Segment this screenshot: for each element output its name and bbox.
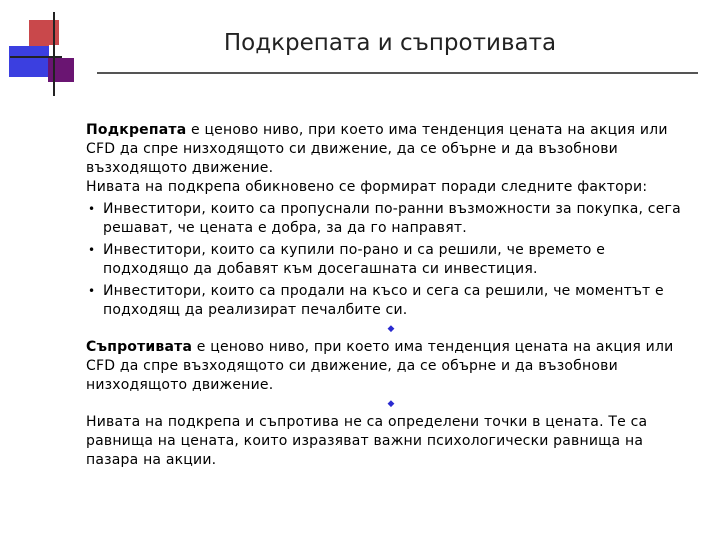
decor-horizontal-line (10, 56, 62, 58)
resistance-definition: е ценово ниво, при което има тенденция цената на акция или CFD да спре възходящото си движение, да се обърне и да възобнови низходящото движение. (86, 339, 674, 393)
title-rule (97, 72, 698, 74)
decor-purple-square (48, 58, 74, 82)
factors-list (86, 200, 686, 320)
decor-blue-square (9, 46, 49, 77)
factor-text: Инвеститори, които са пропуснали по-ранни възможности за покупка, сега решават, че цената е добра, за да го направят. (103, 201, 681, 236)
bullet-icon: • (88, 202, 96, 216)
bullet-icon: • (88, 284, 96, 298)
conclusion-paragraph: Нивата на подкрепа и съпротива не са определени точки в цената. Те са равнища на цената, които изразяват важни психологически равнища на пазара на акции. (86, 414, 648, 468)
factors-intro: Нивата на подкрепа обикновено се формират поради следните фактори: (86, 179, 648, 195)
list-item (86, 241, 686, 279)
decor-vertical-line (53, 12, 55, 96)
support-definition: е ценово ниво, при което има тенденция цената на акция или CFD да спре низходящото си движение, да се обърне и да възобнови възходящото движение. (86, 122, 668, 176)
support-term: Подкрепата (86, 122, 187, 138)
factor-text: Инвеститори, които са купили по-рано и са решили, че времето е подходящо да добавят към досегашната си инвестиция. (103, 242, 606, 277)
list-item (86, 200, 686, 238)
slide-title: Подкрепата и съпротивата (223, 30, 557, 56)
resistance-paragraph (86, 338, 686, 395)
bullet-icon: • (88, 243, 96, 257)
diamond-separator-icon: ◆ (387, 399, 395, 409)
diamond-separator-icon: ◆ (387, 324, 395, 334)
slide-body (86, 121, 686, 470)
list-item (86, 282, 686, 320)
support-paragraph (86, 121, 686, 178)
resistance-term: Съпротивата (86, 339, 193, 355)
factor-text: Инвеститори, които са продали на късо и сега са решили, че моментът е подходящ да реализират печалбите си. (103, 283, 664, 318)
